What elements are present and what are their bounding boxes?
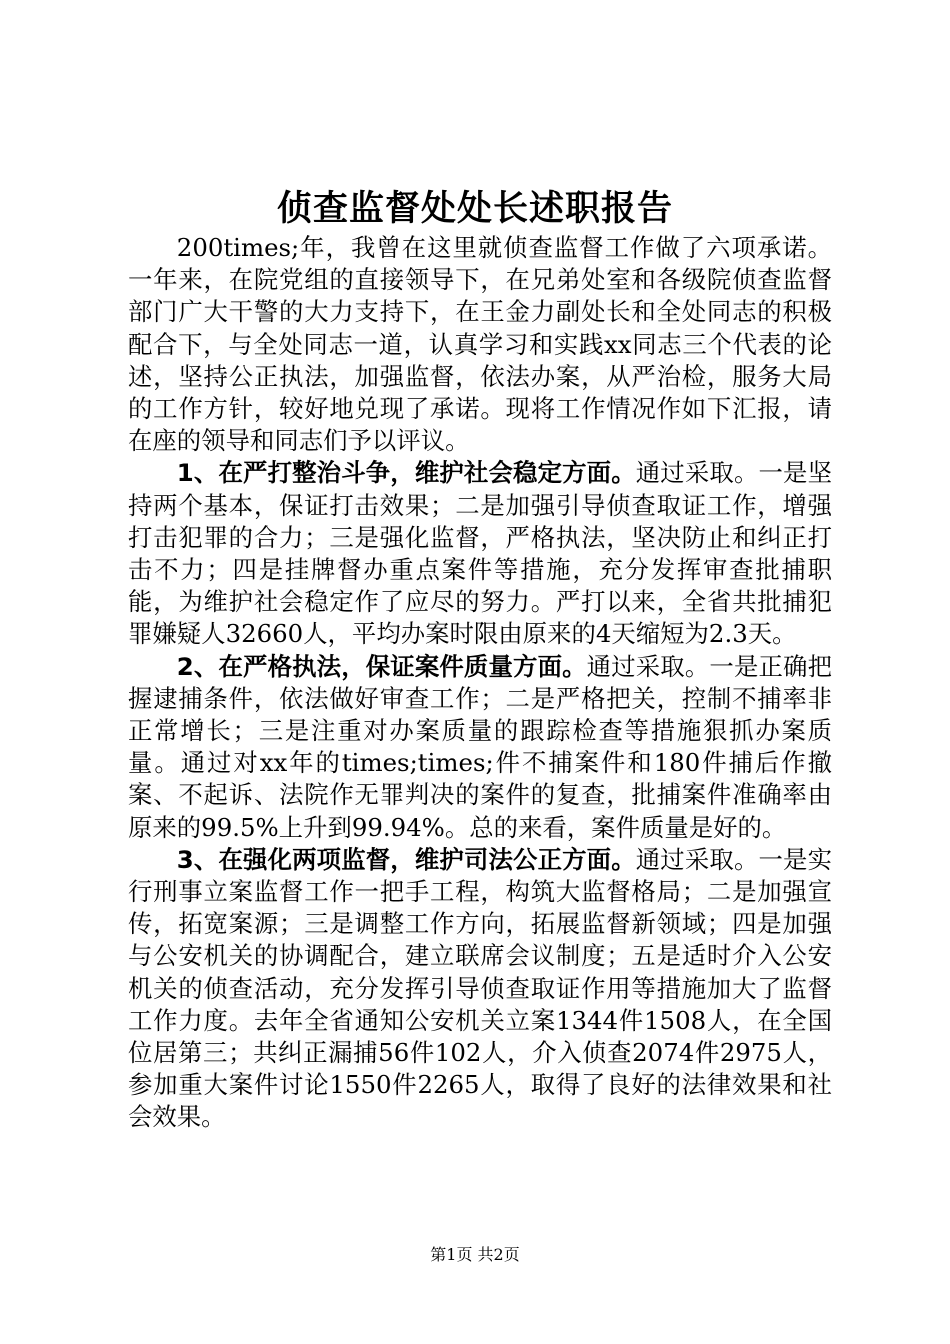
section-paragraph-1 [128, 457, 832, 650]
section-paragraph-3 [128, 844, 832, 1134]
document-body [128, 232, 832, 1134]
section-text-3: 通过采取。一是实行刑事立案监督工作一把手工程，构筑大监督格局；二是加强宣传，拓宽案源；三是调整工作方向，拓展监督新领域；四是加强与公安机关的协调配合，建立联席会议制度；五是适时介入公安机关的侦查活动，充分发挥引导侦查取证作用等措施加大了监督工作力度。去年全省通知公安机关立案1344件1508人，在全国位居第三；共纠正漏捕56件102人，介入侦查2074件2975人，参加重大案件讨论1550件2265人，取得了良好的法律效果和社会效果。 [128, 844, 832, 1132]
page-number: 第1页 共2页 [430, 1245, 520, 1264]
section-heading-3: 3、在强化两项监督，维护司法公正方面。 [176, 844, 636, 874]
section-heading-1: 1、在严打整治斗争，维护社会稳定方面。 [176, 458, 636, 488]
section-heading-2: 2、在严格执法，保证案件质量方面。 [176, 651, 587, 681]
section-text-1: 通过采取。一是坚持两个基本，保证打击效果；二是加强引导侦查取证工作，增强打击犯罪的合力；三是强化监督，严格执法，坚决防止和纠正打击不力；四是挂牌督办重点案件等措施，充分发挥审查批捕职能，为维护社会稳定作了应尽的努力。严打以来，全省共批捕犯罪嫌疑人32660人，平均办案时限由原来的4天缩短为2.3天。 [128, 458, 832, 649]
intro-paragraph: 200times;年，我曾在这里就侦查监督工作做了六项承诺。一年来，在院党组的直接领导下，在兄弟处室和各级院侦查监督部门广大干警的大力支持下，在王金力副处长和全处同志的积极配合下，与全处同志一道，认真学习和实践xx同志三个代表的论述，坚持公正执法，加强监督，依法办案，从严治检，服务大局的工作方针，较好地兑现了承诺。现将工作情况作如下汇报，请在座的领导和同志们予以评议。 [128, 233, 832, 456]
section-text-2: 通过采取。一是正确把握逮捕条件，依法做好审查工作；二是严格把关，控制不捕率非正常增长；三是注重对办案质量的跟踪检查等措施狠抓办案质量。通过对xx年的times;times;件不捕案件和180件捕后作撤案、不起诉、法院作无罪判决的案件的复查，批捕案件准确率由原来的99.5%上升到99.94%。总的来看，案件质量是好的。 [128, 651, 832, 842]
section-paragraph-2 [128, 651, 832, 844]
document-title: 侦查监督处处长述职报告 [276, 189, 673, 229]
